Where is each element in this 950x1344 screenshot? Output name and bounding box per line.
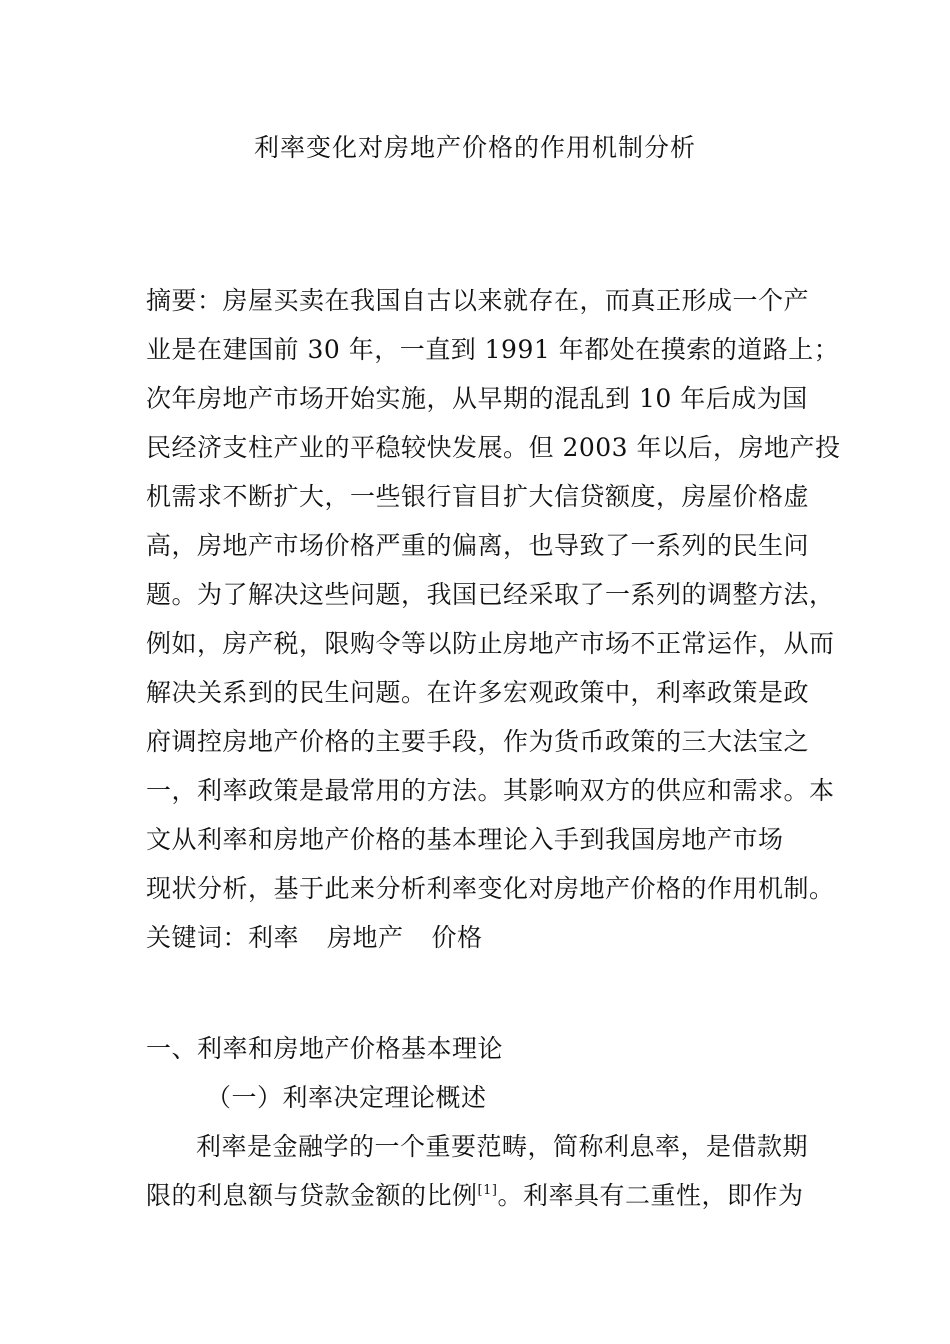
abstract-line: 机需求不断扩大，一些银行盲目扩大信贷额度，房屋价格虚 <box>146 482 810 511</box>
abstract-line: 摘要：房屋买卖在我国自古以来就存在，而真正形成一个产 <box>146 286 810 315</box>
abstract-line: 现状分析，基于此来分析利率变化对房地产价格的作用机制。 <box>146 874 835 903</box>
abstract-line: 民经济支柱产业的平稳较快发展。但 2003 年以后，房地产投 <box>146 433 841 462</box>
keywords <box>146 913 826 962</box>
abstract-line: 题。为了解决这些问题，我国已经采取了一系列的调整方法， <box>146 580 835 609</box>
paragraph-line: 利率是金融学的一个重要范畴，简称利息率，是借款期 <box>196 1132 809 1161</box>
abstract-line: 解决关系到的民生问题。在许多宏观政策中，利率政策是政 <box>146 678 810 707</box>
subsection-heading: （一）利率决定理论概述 <box>206 1083 487 1112</box>
paragraph-text: 限的利息额与贷款金额的比例 <box>146 1181 478 1210</box>
abstract-line: 例如，房产税，限购令等以防止房地产市场不正常运作，从而 <box>146 629 835 658</box>
paragraph-line <box>146 1171 826 1220</box>
abstract-line: 文从利率和房地产价格的基本理论入手到我国房地产市场 <box>146 825 784 854</box>
abstract <box>146 276 841 962</box>
paragraph-text: 。利率具有二重性，即作为 <box>497 1181 804 1210</box>
citation-reference[interactable]: [1] <box>477 1183 498 1198</box>
document-title: 利率变化对房地产价格的作用机制分析 <box>253 133 696 162</box>
abstract-line: 次年房地产市场开始实施，从早期的混乱到 10 年后成为国 <box>146 384 808 413</box>
keyword: 利率 <box>248 923 300 952</box>
abstract-line: 高，房地产市场价格严重的偏离，也导致了一系列的民生问 <box>146 531 810 560</box>
abstract-line: 一，利率政策是最常用的方法。其影响双方的供应和需求。本 <box>146 776 835 805</box>
keywords-label: 关键词： <box>146 923 249 952</box>
section-heading: 一、利率和房地产价格基本理论 <box>146 1034 504 1063</box>
keyword: 房地产 <box>327 923 404 952</box>
keyword: 价格 <box>431 923 483 952</box>
abstract-line: 业是在建国前 30 年，一直到 1991 年都处在摸索的道路上； <box>146 335 840 364</box>
body-paragraph <box>146 1122 826 1220</box>
abstract-line: 府调控房地产价格的主要手段，作为货币政策的三大法宝之 <box>146 727 810 756</box>
